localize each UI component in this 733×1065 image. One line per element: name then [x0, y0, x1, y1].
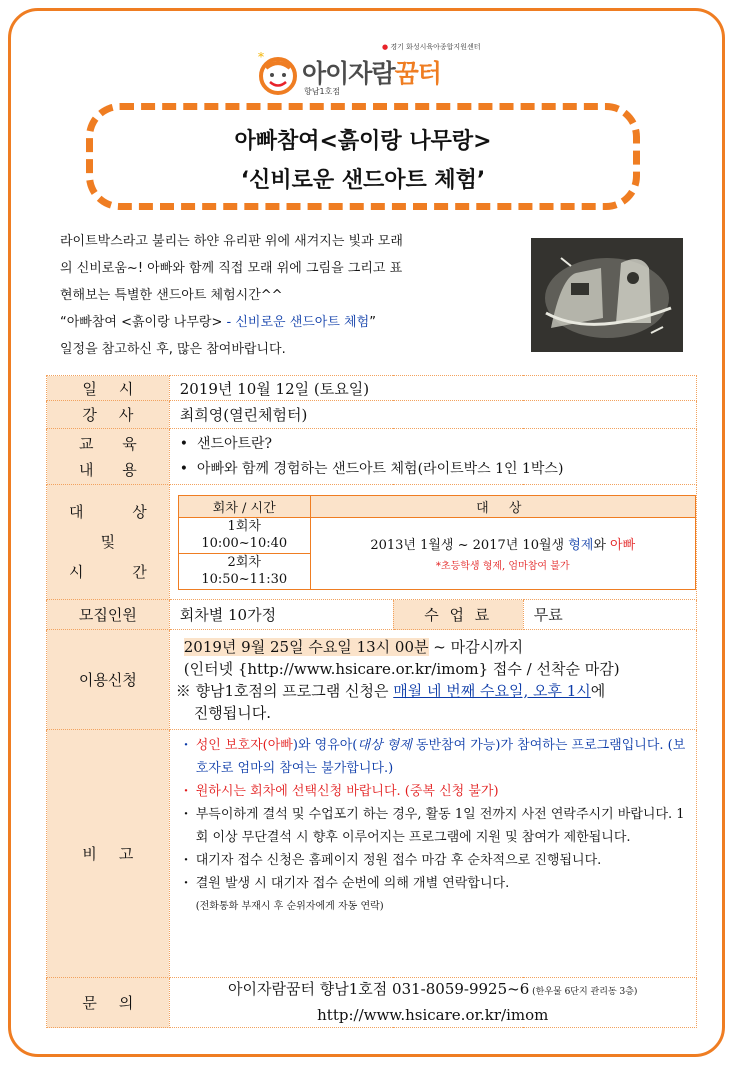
list-item: (전화통화 부재시 후 순위자에게 자동 연락)	[195, 901, 384, 912]
instructor-label: 강사	[47, 401, 170, 429]
target-value	[169, 485, 696, 600]
list-item: · 성인 보호자(아빠)와 영유아(대상 형제 동반참여 가능)가 참여하는 프로그램입니다. (보호자로 엄마의 참여는 불가합니다.)	[184, 734, 696, 780]
child-face-icon	[256, 52, 300, 96]
branch-name: 향남1호점	[304, 87, 341, 96]
target-label: 대 상 및 시 간	[47, 485, 170, 600]
notes-row	[47, 730, 697, 978]
target-cell: 2013년 1월생 ~ 2017년 10월생 형제와 아빠 *초등학생 형제, 엄마참여 불가	[310, 517, 695, 589]
session-2: 2회차 10:50~11:30	[178, 553, 310, 589]
content-label: 교 육 내 용	[47, 429, 170, 485]
recruit-label: 모집인원	[47, 600, 170, 630]
contact-url[interactable]: http://www.hsicare.or.kr/imom	[317, 1006, 549, 1024]
target-note: *초등학생 형제, 엄마참여 불가	[435, 561, 570, 572]
notes-value	[169, 730, 696, 978]
notes-label: 비고	[47, 730, 170, 978]
intro-line: “아빠참여 <흙이랑 나무랑> - 신비로운 샌드아트 체험”	[60, 315, 376, 330]
date-label: 일시	[47, 376, 170, 401]
contact-value: 아이자람꿈터 향남1호점 031-8059-9925~6 (한우물 6단지 관리동 3층) http://www.hsicare.or.kr/imom	[169, 978, 696, 1028]
title-box	[86, 103, 640, 210]
intro-line: 일정을 참고하신 후, 많은 참여바랍니다.	[60, 342, 286, 357]
list-item: · 결원 발생 시 대기자 접수 순번에 의해 개별 연락합니다.	[184, 872, 696, 895]
date-value: 2019년 10월 12일 (토요일)	[169, 376, 696, 401]
list-item: · 대기자 접수 신청은 홈페이지 정원 접수 마감 후 순차적으로 진행됩니다.	[184, 849, 696, 872]
fee-value: 무료	[523, 600, 696, 630]
contact-label: 문의	[47, 978, 170, 1028]
contact-row	[47, 978, 697, 1028]
intro-text	[60, 228, 510, 363]
intro-line: 의 신비로움~! 아빠와 함께 직접 모래 위에 그림을 그리고 표	[60, 261, 403, 276]
instructor-value: 최희영(열린체험터)	[169, 401, 696, 429]
fee-label: 수 업 료	[393, 600, 523, 630]
list-item: · 부득이하게 결석 및 수업포기 하는 경우, 활동 1일 전까지 사전 연락주시기 바랍니다. 1회 이상 무단결석 시 향후 이루어지는 프로그램에 지원 및 참여가 제한됩니다.	[184, 803, 696, 849]
apply-value: 2019년 9월 25일 수요일 13시 00분 ~ 마감시까지 (인터넷 {http://www.hsicare.or.kr/imom} 접수 / 선착순 마감) ※ 향남1호점의 프로그램 신청은 매월 네 번째 수요일, 오후 1시에 진행됩니다.	[169, 630, 696, 730]
content-row	[47, 429, 697, 485]
svg-text:*: *	[258, 52, 264, 64]
list-item: • 샌드아트란?	[179, 435, 273, 452]
sand-art-photo	[531, 238, 683, 352]
center-name: ● 경기 화성시육아종합지원센터	[382, 43, 481, 51]
date-row	[47, 376, 697, 401]
recruit-row	[47, 600, 697, 630]
list-item: · 원하시는 회차에 선택신청 바랍니다. (중복 신청 불가)	[184, 780, 696, 803]
instructor-row	[47, 401, 697, 429]
session-1: 1회차 10:00~10:40	[178, 517, 310, 553]
apply-label: 이용신청	[47, 630, 170, 730]
intro-line: 현해보는 특별한 샌드아트 체험시간^^	[60, 288, 283, 303]
title-line-2: ‘신비로운 샌드아트 체험’	[240, 168, 486, 193]
logo	[250, 38, 490, 102]
recruit-value: 회차별 10가정	[169, 600, 393, 630]
target-row	[47, 485, 697, 600]
apply-row	[47, 630, 697, 730]
target-header: 대 상	[310, 495, 695, 517]
list-item: • 아빠와 함께 경험하는 샌드아트 체험(라이트박스 1인 1박스)	[179, 460, 564, 477]
session-header: 회차 / 시간	[178, 495, 310, 517]
intro-line: 라이트박스라고 불리는 하얀 유리판 위에 새겨지는 빛과 모래	[60, 234, 403, 249]
info-table	[46, 375, 697, 1028]
title-line-1: 아빠참여<흙이랑 나무랑>	[234, 129, 492, 154]
session-table	[178, 495, 696, 590]
content-value	[169, 429, 696, 485]
brand-name: 아이자람꿈터	[302, 59, 441, 88]
